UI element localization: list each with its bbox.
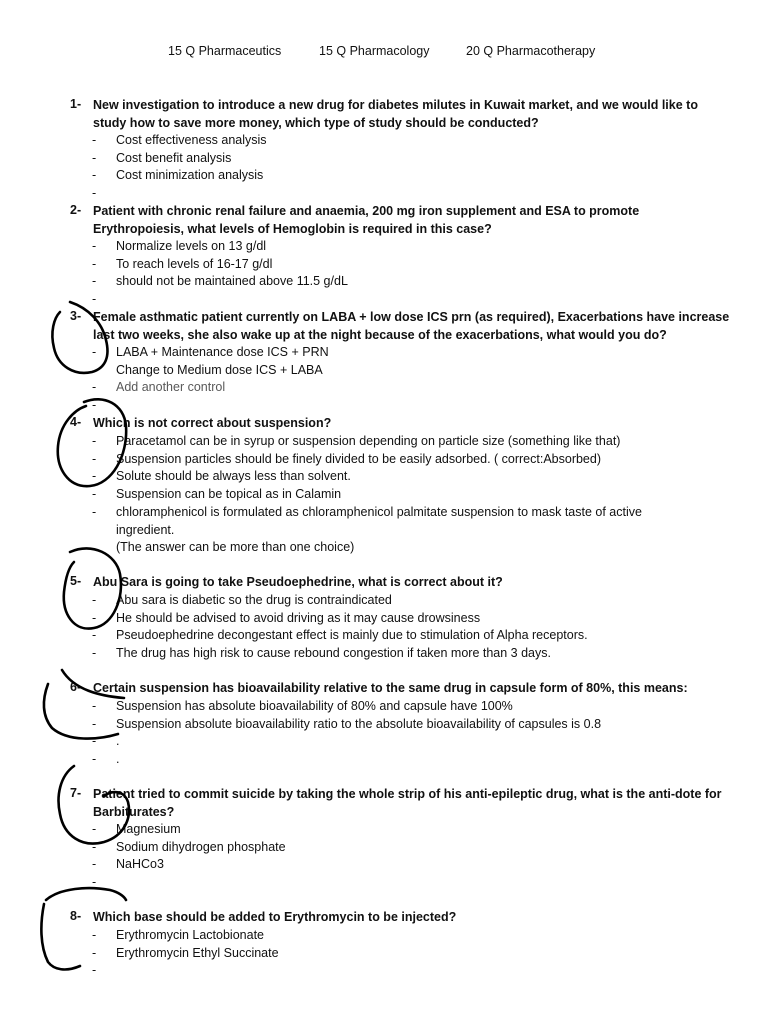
question-number: 1- — [70, 97, 82, 111]
option-text: The drug has high risk to cause rebound congestion if taken more than 3 days. — [116, 646, 551, 661]
option-item: - He should be advised to avoid driving as it may cause drowsiness — [0, 610, 768, 628]
option-text: Suspension has absolute bioavailability of 80% and capsule have 100% — [116, 699, 513, 713]
option-text: NaHCo3 — [116, 857, 164, 872]
option-item: - — [92, 186, 97, 201]
option-item: - Sodium dihydrogen phosphate — [0, 839, 768, 857]
option-item — [0, 362, 768, 380]
option-item: - NaHCo3 — [0, 856, 768, 874]
option-item: - Suspension has absolute bioavailability of 80% and capsule have 100% — [0, 698, 768, 716]
option-item: - Magnesium — [0, 821, 768, 839]
option-text: Abu sara is diabetic so the drug is contraindicated — [116, 593, 392, 607]
question-text: New investigation to introduce a new drug for diabetes milutes in Kuwait market, and we would like to study how to save more money, which type of study should be conducted? — [93, 98, 698, 130]
option-text: chloramphenicol is formulated as chloramphenicol palmitate suspension to mask taste of active ingredient. — [116, 504, 642, 537]
option-text: Suspension absolute bioavailability ratio to the absolute bioavailability of capsules is 0.8 — [116, 716, 602, 731]
option-text: Change to Medium dose ICS + LABA — [116, 362, 323, 377]
option-item: - Pseudoephedrine decongestant effect is mainly due to stimulation of Alpha receptors. — [0, 627, 768, 645]
option-text: He should be advised to avoid driving as it may cause drowsiness — [116, 610, 481, 625]
question-text: Female asthmatic patient currently on LABA + low dose ICS prn (as required), Exacerbations have increase last two weeks, she also wake up at the night because of the exacerbations, what would you do? — [93, 310, 730, 342]
question-number: 2- — [70, 203, 82, 217]
option-item: - — [92, 292, 97, 307]
question-number: 8- — [70, 909, 82, 923]
question-text: Certain suspension has bioavailability relative to the same drug in capsule form of 80%, this means: — [93, 681, 688, 695]
option-item: - — [92, 963, 97, 978]
header-pharmacology: 15 Q Pharmacology — [319, 44, 430, 58]
question-number: 6- — [70, 680, 82, 694]
option-text: Pseudoephedrine decongestant effect is mainly due to stimulation of Alpha receptors. — [116, 628, 588, 643]
option-item: - — [92, 398, 97, 413]
option-item: - . — [0, 733, 768, 751]
option-item: - Cost minimization analysis — [0, 167, 768, 185]
option-text: LABA + Maintenance dose ICS + PRN — [116, 345, 329, 359]
question-text: Which is not correct about suspension? — [93, 416, 332, 430]
option-item: - Add another control — [0, 379, 768, 397]
option-item: - Abu sara is diabetic so the drug is contraindicated — [0, 592, 768, 610]
option-text: Erythromycin Lactobionate — [116, 928, 264, 942]
option-item: - Cost effectiveness analysis — [0, 132, 768, 150]
option-text: Sodium dihydrogen phosphate — [116, 839, 286, 854]
question-text: Patient tried to commit suicide by taking the whole strip of his anti-epileptic drug, what is the anti-dote for Barbiturates? — [93, 787, 722, 819]
option-item: - . — [0, 751, 768, 769]
option-text: To reach levels of 16-17 g/dl — [116, 256, 273, 271]
option-item: - Suspension can be topical as in Calamin — [0, 486, 768, 504]
option-text: Cost benefit analysis — [116, 150, 232, 165]
header-pharmaceutics: 15 Q Pharmaceutics — [168, 44, 282, 58]
option-item: - Erythromycin Ethyl Succinate — [0, 945, 768, 963]
option-text: Paracetamol can be in syrup or suspension depending on particle size (something like that) — [116, 434, 621, 448]
question-number: 3- — [70, 309, 82, 323]
page-header — [0, 44, 768, 60]
option-text: Suspension can be topical as in Calamin — [116, 487, 342, 502]
question-text: Patient with chronic renal failure and anaemia, 200 mg iron supplement and ESA to promote Erythropoiesis, what levels of Hemoglobin is required in this case? — [93, 204, 640, 236]
option-item: - LABA + Maintenance dose ICS + PRN — [0, 344, 768, 362]
option-note: (The answer can be more than one choice) — [116, 540, 355, 555]
option-item: - Suspension particles should be finely divided to be easily adsorbed. ( correct:Absorbed) — [0, 451, 768, 469]
option-item: - To reach levels of 16-17 g/dl — [0, 256, 768, 274]
option-item: - should not be maintained above 11.5 g/dL — [0, 273, 768, 291]
option-text: Normalize levels on 13 g/dl — [116, 239, 267, 253]
question-number: 7- — [70, 786, 82, 800]
option-item: - Erythromycin Lactobionate — [0, 927, 768, 945]
option-text: Erythromycin Ethyl Succinate — [116, 945, 279, 960]
option-item: - Cost benefit analysis — [0, 150, 768, 168]
question-text: Which base should be added to Erythromycin to be injected? — [93, 910, 457, 924]
option-text: Magnesium — [116, 822, 181, 836]
option-text: Cost minimization analysis — [116, 168, 264, 183]
option-text: . — [116, 734, 120, 749]
question-number: 4- — [70, 415, 82, 429]
option-text: . — [116, 752, 120, 767]
option-item: - Solute should be always less than solvent. — [0, 468, 768, 486]
option-item: - Paracetamol can be in syrup or suspension depending on particle size (something like that) — [0, 433, 768, 451]
option-item: - Normalize levels on 13 g/dl — [0, 238, 768, 256]
option-text: Add another control — [116, 380, 226, 395]
option-text: Suspension particles should be finely divided to be easily adsorbed. ( correct:Absorbed) — [116, 451, 601, 466]
option-text: Solute should be always less than solvent. — [116, 469, 351, 484]
header-pharmacotherapy: 20 Q Pharmacotherapy — [466, 44, 596, 58]
question-number: 5- — [70, 574, 82, 588]
option-item — [0, 539, 768, 557]
option-text: Cost effectiveness analysis — [116, 133, 267, 147]
option-item: - — [92, 875, 97, 890]
question-text: Abu Sara is going to take Pseudoephedrine, what is correct about it? — [93, 575, 503, 589]
option-item: - The drug has high risk to cause rebound congestion if taken more than 3 days. — [0, 645, 768, 663]
option-text: should not be maintained above 11.5 g/dL — [116, 274, 348, 289]
option-item: - Suspension absolute bioavailability ratio to the absolute bioavailability of capsules is 0.8 — [0, 716, 768, 734]
